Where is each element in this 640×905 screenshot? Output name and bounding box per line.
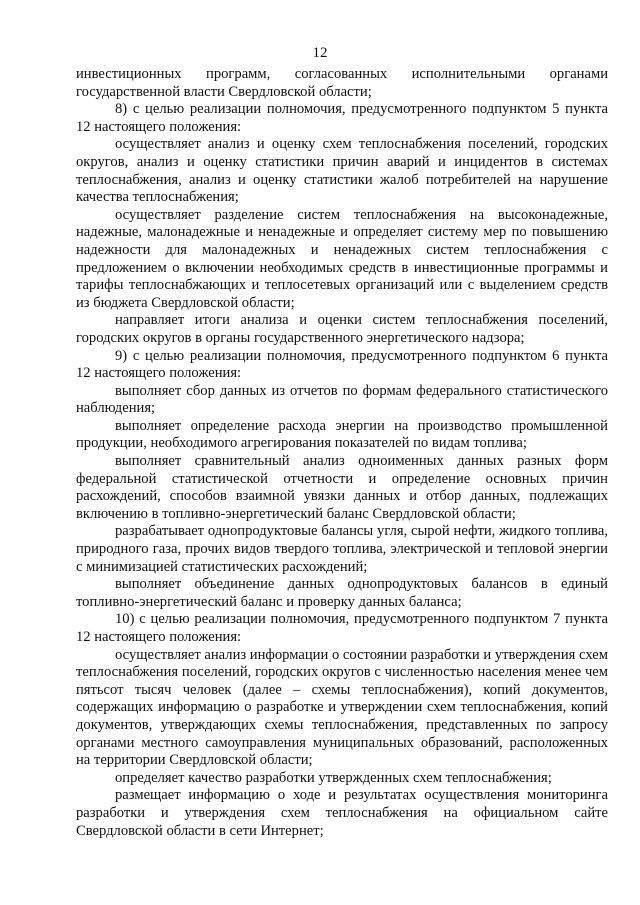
paragraph: выполняет сбор данных из отчетов по формам федерального статистического наблюдения;: [76, 382, 608, 417]
paragraph: выполняет объединение данных однопродуктовых балансов в единый топливно-энергетический баланс и проверку данных баланса;: [76, 576, 608, 610]
paragraph: осуществляет анализ и оценку схем теплоснабжения поселений, городских округов, анализ и оценку статистики причин аварий и инцидентов в системах теплоснабжения, анализ и оценку статистики жалоб потребителей на нарушение качества теплоснабжения;: [76, 136, 608, 206]
paragraph: осуществляет анализ информации о состоянии разработки и утверждения схем теплоснабжения поселений, городских округов с численностью населения менее чем пятьсот тысяч человек (далее – схемы теплоснабжения), копий документов, содержащих информацию о разработке и утверждении схем теплоснабжения, копий документов, утверждающих схемы теплоснабжения, представленных по запросу органами местного самоуправления муниципальных образований, расположенных на территории Свердловской области;: [76, 646, 608, 769]
paragraph: выполняет определение расхода энергии на производство промышленной продукции, необходимого агрегирования показателей по видам топлива;: [76, 417, 608, 452]
paragraph: выполняет сравнительный анализ одноименных данных разных форм федеральной статистической отчетности и определение основных причин расхождений, способов взаимной увязки данных и отбор данных, подлежащих включению в топливно-энергетический баланс Свердловской области;: [76, 453, 608, 522]
paragraph-continuation: инвестиционных программ, согласованных исполнительными органами государственной власти Свердловской области;: [76, 66, 608, 100]
paragraph-item-10: 10) с целью реализации полномочия, предусмотренного подпунктом 7 пункта 12 настоящего положения:: [76, 611, 608, 645]
paragraph: определяет качество разработки утвержденных схем теплоснабжения;: [115, 769, 552, 786]
paragraph: разрабатывает однопродуктовые балансы угля, сырой нефти, жидкого топлива, природного газа, прочих видов твердого топлива, электрической и тепловой энергии с минимизацией статистических расхождений;: [76, 523, 608, 575]
paragraph-item-8: 8) с целью реализации полномочия, предусмотренного подпунктом 5 пункта 12 настоящего положения:: [76, 101, 608, 135]
paragraph: осуществляет разделение систем теплоснабжения на высоконадежные, надежные, малонадежные и ненадежные и определяет систему мер по повышению надежности для малонадежных и ненадежных систем теплоснабжения с предложением о включении необходимых средств в инвестиционные программы и тарифы теплоснабжающих и теплосетевых организаций или с выделением средств из бюджета Свердловской области;: [76, 206, 608, 311]
paragraph-item-9: 9) с целью реализации полномочия, предусмотренного подпунктом 6 пункта 12 настоящего положения:: [76, 347, 608, 382]
document-body: [76, 66, 608, 840]
paragraph: размещает информацию о ходе и результатах осуществления мониторинга разработки и утверждения схем теплоснабжения на официальном сайте Свердловской области в сети Интернет;: [76, 787, 608, 839]
page-number: 12: [312, 45, 328, 61]
paragraph: направляет итоги анализа и оценки систем теплоснабжения поселений, городских округов в органы государственного энергетического надзора;: [76, 312, 608, 346]
